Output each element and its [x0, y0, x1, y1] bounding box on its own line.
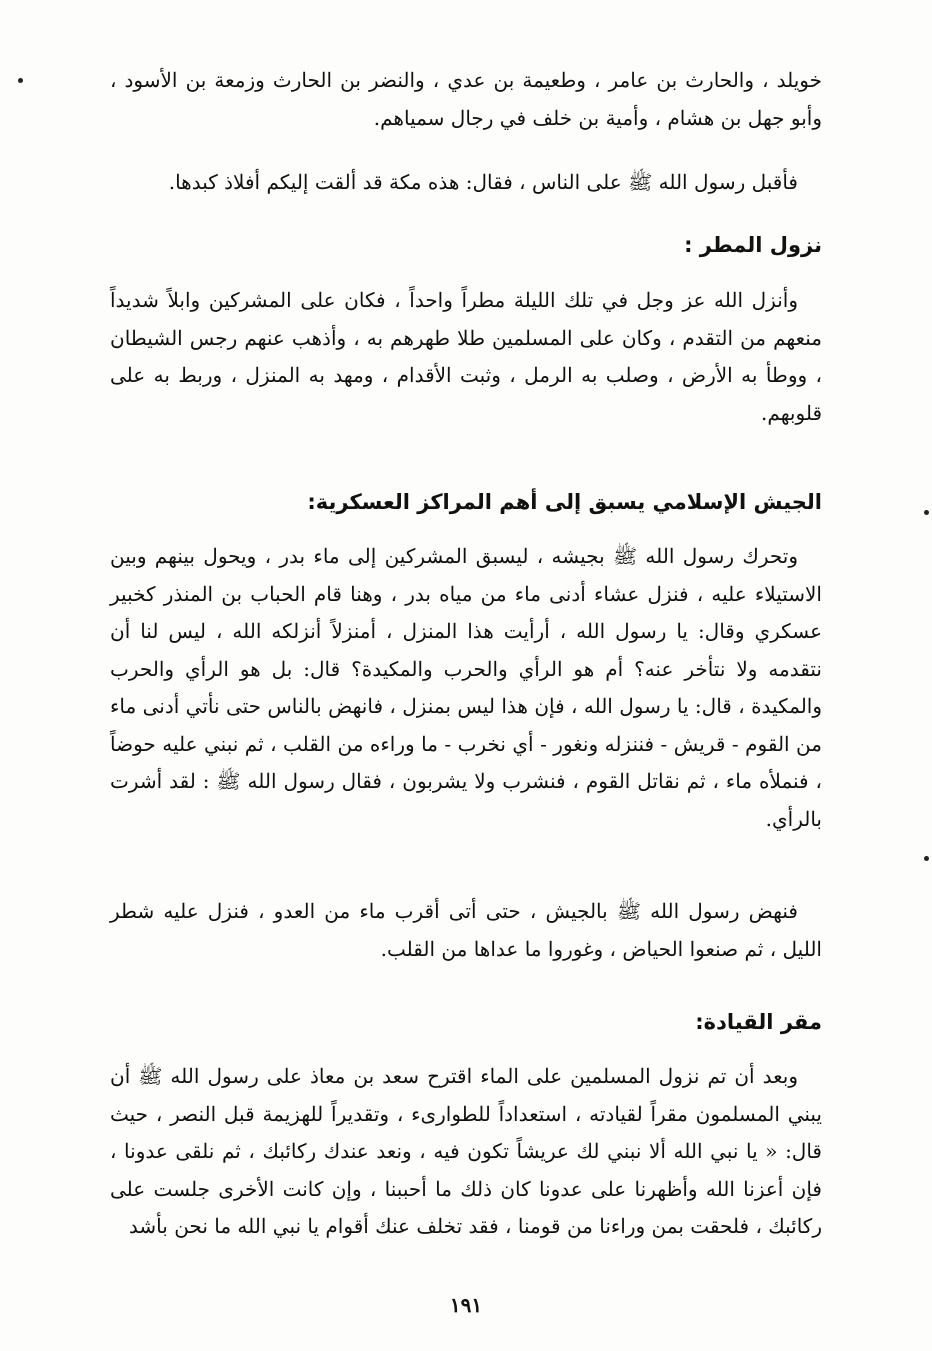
- section-heading: نزول المطر :: [684, 233, 822, 257]
- paragraph-text: وأنزل الله عز وجل في تلك الليلة مطراً واحداً ، فكان على المشركين وابلاً شديداً منعهم من التقدم ، وكان على المسلمين طلا طهرهم به ، وأذهب عنهم رجس الشيطان ، ووطأ به الأرض ، وصلب به الرمل ، وثبت الأقدام ، ومهد به المنزل ، وربط به على قلوبهم.: [110, 288, 822, 425]
- section-heading: الجيش الإسلامي يسبق إلى أهم المراكز العسكرية:: [307, 490, 822, 514]
- paragraph-hq: [110, 1058, 822, 1246]
- paragraph-text: وتحرك رسول الله ﷺ بجيشه ، ليسبق المشركين إلى ماء بدر ، ويحول بينهم وبين الاستيلاء عليه ، فنزل عشاء أدنى ماء من مياه بدر ، وهنا قام الحباب بن المنذر كخبير عسكري وقال: يا رسول الله ، أرأيت هذا المنزل ، أمنزلاً أنزلكه الله ، ليس لنا أن نتقدمه ولا نتأخر عنه؟ أم هو الرأي والحرب والمكيدة؟ قال: بل هو الرأي والحرب والمكيدة ، قال: يا رسول الله ، فإن هذا ليس بمنزل ، فانهض بالناس حتى نأتي أدنى ماء من القوم - قريش - فننزله ونغور - أي نخرب - ما وراءه من القلب ، ثم نبني عليه حوضاً ، فنملأه ماء ، ثم نقاتل القوم ، فنشرب ولا يشربون ، فقال رسول الله ﷺ : لقد أشرت بالرأي.: [110, 544, 822, 831]
- scan-speck: [924, 510, 929, 515]
- paragraph-mecca: [110, 164, 822, 202]
- scan-speck: [924, 856, 929, 861]
- scan-speck: [18, 78, 23, 83]
- page-number: ١٩١: [449, 1293, 483, 1317]
- section-heading: مقر القيادة:: [695, 1010, 822, 1034]
- paragraph-army: [110, 538, 822, 838]
- heading-hq: [110, 1006, 822, 1038]
- paragraph-text: خويلد ، والحارث بن عامر ، وطعيمة بن عدي ، والنضر بن الحارث وزمعة بن الأسود ، وأبو جهل بن هشام ، وأمية بن خلف في رجال سمياهم.: [110, 68, 822, 130]
- heading-rain: [110, 229, 822, 261]
- heading-army: [110, 486, 822, 518]
- paragraph-text: فنهض رسول الله ﷺ بالجيش ، حتى أتى أقرب ماء من العدو ، فنزل عليه شطر الليل ، ثم صنعوا الحياض ، وغوروا ما عداها من القلب.: [110, 899, 822, 961]
- paragraph-rain: [110, 282, 822, 432]
- paragraph-march: [110, 893, 822, 968]
- paragraph-intro: [110, 62, 822, 137]
- paragraph-text: وبعد أن تم نزول المسلمين على الماء اقترح سعد بن معاذ على رسول الله ﷺ أن يبني المسلمون مقراً لقيادته ، استعداداً للطوارىء ، وتقديراً للهزيمة قبل النصر ، حيث قال: « يا نبي الله ألا نبني لك عريشاً تكون فيه ، ونعد عندك ركائبك ، ثم نلقى عدونا ، فإن أعزنا الله وأظهرنا على عدونا كان ذلك ما أحببنا ، وإن كانت الأخرى جلست على ركائبك ، فلحقت بمن وراءنا من قومنا ، فقد تخلف عنك أقوام يا نبي الله ما نحن بأشد: [110, 1064, 822, 1238]
- paragraph-text: فأقبل رسول الله ﷺ على الناس ، فقال: هذه مكة قد ألقت إليكم أفلاذ كبدها.: [168, 170, 798, 194]
